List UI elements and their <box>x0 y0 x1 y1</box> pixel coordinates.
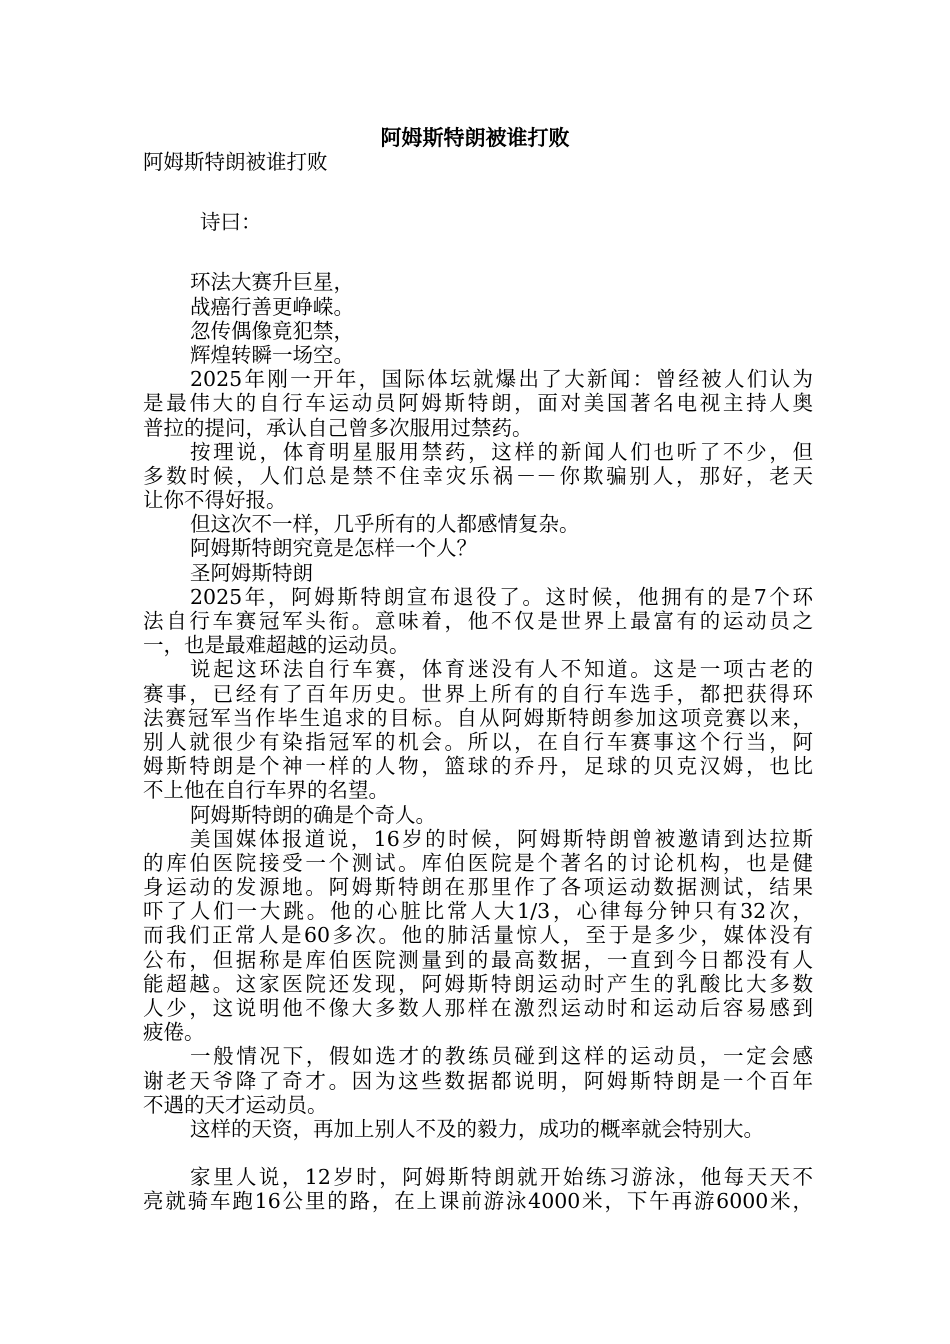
paragraph-line: 多数时候，人们总是禁不住幸灾乐祸－－你欺骗别人，那好，老天 <box>143 463 813 488</box>
paragraph-line: 而我们正常人是60多次。他的肺活量惊人，至于是多少，媒体没有 <box>143 923 813 948</box>
paragraph-line: 说起这环法自行车赛，体育迷没有人不知道。这是一项古老的 <box>190 657 813 682</box>
paragraph-line: 姆斯特朗是个神一样的人物，篮球的乔丹，足球的贝克汉姆，也比 <box>143 754 813 779</box>
paragraph-line: 阿姆斯特朗究竟是怎样一个人？ <box>190 536 477 561</box>
paragraph-line: 人少，这说明他不像大多数人那样在激烈运动时和运动后容易感到 <box>143 996 813 1020</box>
paragraph-line: 让你不得好报。 <box>143 488 287 513</box>
poem-heading: 诗曰： <box>200 210 262 235</box>
paragraph-line: 阿姆斯特朗的确是个奇人。 <box>190 802 436 827</box>
section-heading: 圣阿姆斯特朗 <box>190 560 313 585</box>
paragraph-line: 2025年，阿姆斯特朗宣布退役了。这时候，他拥有的是7个环 <box>190 584 813 609</box>
spacer <box>143 1141 813 1165</box>
paragraph-line: 这样的天资，再加上别人不及的毅力，成功的概率就会特别大。 <box>190 1116 764 1141</box>
paragraph-line: 疲倦。 <box>143 1020 205 1045</box>
paragraph-line: 能超越。这家医院还发现，阿姆斯特朗运动时产生的乳酸比大多数 <box>143 971 813 996</box>
poem-line: 辉煌转瞬一场空。 <box>190 342 354 367</box>
poem-line: 环法大赛升巨星， <box>190 270 354 295</box>
spacer <box>143 234 813 270</box>
paragraph-line: 不遇的天才运动员。 <box>143 1092 328 1117</box>
paragraph-line: 是最伟大的自行车运动员阿姆斯特朗，面对美国著名电视主持人奥 <box>143 391 813 416</box>
poem-line: 战癌行善更峥嵘。 <box>190 294 354 319</box>
paragraph-line: 吓了人们一大跳。他的心脏比常人大1/3，心律每分钟只有32次， <box>143 899 813 924</box>
spacer <box>143 174 813 210</box>
document-body <box>143 150 813 1214</box>
document-title: 阿姆斯特朗被谁打败 <box>380 125 570 150</box>
paragraph-line: 2025年刚一开年，国际体坛就爆出了大新闻：曾经被人们认为 <box>190 367 813 392</box>
poem-line: 忽传偶像竟犯禁， <box>190 318 354 343</box>
paragraph-line: 谢老天爷降了奇才。因为这些数据都说明，阿姆斯特朗是一个百年 <box>143 1068 813 1093</box>
paragraph-line: 赛事，已经有了百年历史。世界上所有的自行车选手，都把获得环 <box>143 681 813 706</box>
document-subtitle: 阿姆斯特朗被谁打败 <box>143 150 328 174</box>
paragraph-line: 的库伯医院接受一个测试。库伯医院是个著名的讨论机构，也是健 <box>143 850 813 875</box>
paragraph-line: 按理说，体育明星服用禁药，这样的新闻人们也听了不少，但 <box>190 439 813 464</box>
paragraph-line: 法自行车赛冠军头衔。意味着，他不仅是世界上最富有的运动员之 <box>143 609 813 633</box>
paragraph-line: 法赛冠军当作毕生追求的目标。自从阿姆斯特朗参加这项竞赛以来， <box>143 705 813 730</box>
paragraph-line: 普拉的提问，承认自己曾多次服用过禁药。 <box>143 415 533 440</box>
paragraph-line: 一般情况下，假如选才的教练员碰到这样的运动员，一定会感 <box>190 1044 813 1069</box>
paragraph-line: 身运动的发源地。阿姆斯特朗在那里作了各项运动数据测试，结果 <box>143 875 813 900</box>
paragraph-line: 亮就骑车跑16公里的路，在上课前游泳4000米，下午再游6000米， <box>143 1189 813 1214</box>
paragraph-line: 但这次不一样，几乎所有的人都感情复杂。 <box>190 512 580 537</box>
paragraph-line: 别人就很少有染指冠军的机会。所以，在自行车赛事这个行当，阿 <box>143 729 813 754</box>
paragraph-line: 家里人说，12岁时，阿姆斯特朗就开始练习游泳，他每天天不 <box>190 1165 813 1190</box>
paragraph-line: 公布，但据称是库伯医院测量到的最高数据，一直到今日都没有人 <box>143 947 813 972</box>
paragraph-line: 美国媒体报道说，16岁的时候，阿姆斯特朗曾被邀请到达拉斯 <box>190 826 813 851</box>
paragraph-line: 不上他在自行车界的名望。 <box>143 778 389 803</box>
paragraph-line: 一，也是最难超越的运动员。 <box>143 633 410 658</box>
